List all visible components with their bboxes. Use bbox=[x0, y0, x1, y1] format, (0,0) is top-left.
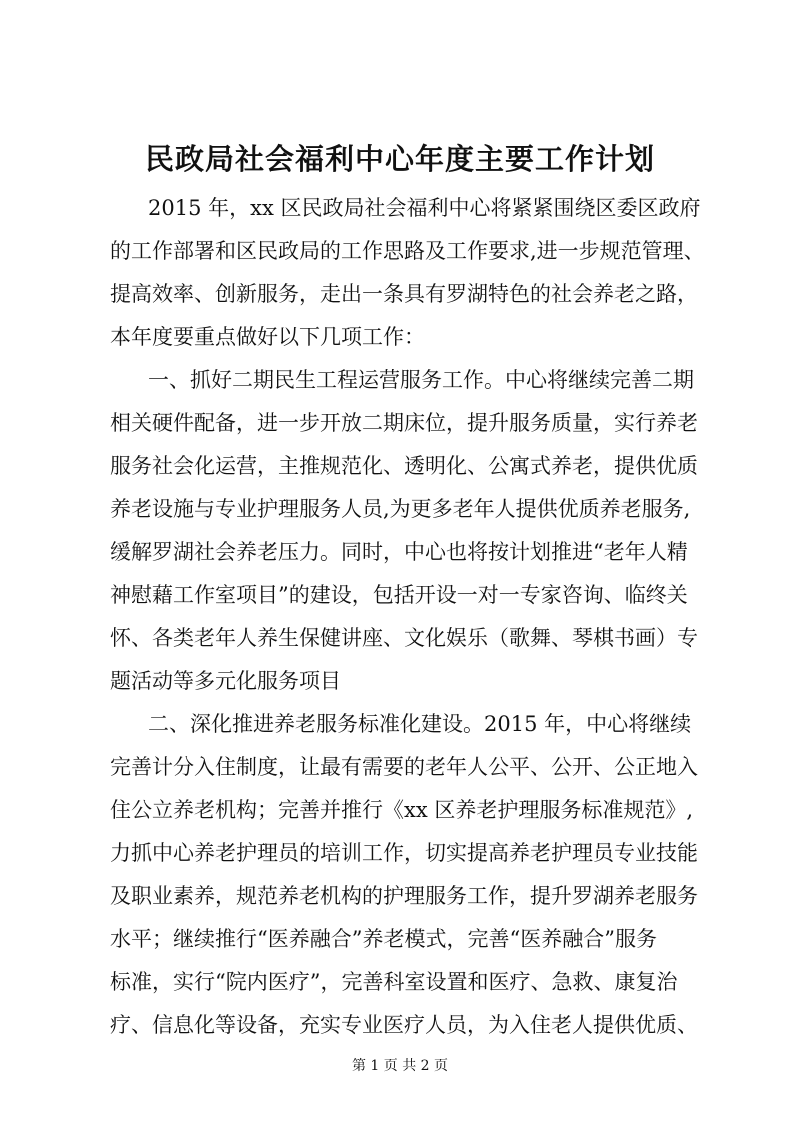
paragraph-line: 提高效率、创新服务，走出一条具有罗湖特色的社会养老之路， bbox=[110, 282, 698, 306]
paragraph-line: 养老设施与专业护理服务人员,为更多老年人提供优质养老服务, bbox=[110, 497, 691, 521]
document-title: 民政局社会福利中心年度主要工作计划 bbox=[144, 142, 655, 176]
paragraph-line: 怀、各类老年人养生保健讲座、文化娱乐（歌舞、琴棋书画）专 bbox=[110, 626, 698, 650]
paragraph-line: 水平；继续推行“医养融合”养老模式，完善“医养融合”服务 bbox=[110, 927, 657, 951]
paragraph-line: 及职业素养，规范养老机构的护理服务工作，提升罗湖养老服务 bbox=[110, 884, 698, 908]
paragraph-line: 住公立养老机构；完善并推行《xx 区养老护理服务标准规范》, bbox=[110, 798, 694, 822]
paragraph-line: 完善计分入住制度，让最有需要的老年人公平、公开、公正地入 bbox=[110, 755, 698, 779]
page-number-footer: 第 1 页 共 2 页 bbox=[351, 1058, 449, 1074]
paragraph-line: 标准，实行“院内医疗”，完善科室设置和医疗、急救、康复治 bbox=[110, 970, 678, 994]
paragraph-line: 二、深化推进养老服务标准化建设。2015 年，中心将继续 bbox=[148, 712, 692, 736]
paragraph-line: 本年度要重点做好以下几项工作： bbox=[110, 325, 425, 349]
paragraph-line: 题活动等多元化服务项目 bbox=[110, 669, 341, 693]
paragraph-line: 的工作部署和区民政局的工作思路及工作要求,进一步规范管理、 bbox=[110, 239, 705, 263]
paragraph-line: 缓解罗湖社会养老压力。同时，中心也将按计划推进“老年人精 bbox=[110, 540, 688, 564]
paragraph-line: 疗、信息化等设备，充实专业医疗人员，为入住老人提供优质、 bbox=[110, 1013, 698, 1037]
paragraph-line: 2015 年，xx 区民政局社会福利中心将紧紧围绕区委区政府 bbox=[148, 196, 701, 220]
paragraph-line: 服务社会化运营，主推规范化、透明化、公寓式养老，提供优质 bbox=[110, 454, 698, 478]
paragraph-line: 力抓中心养老护理员的培训工作，切实提高养老护理员专业技能 bbox=[110, 841, 698, 865]
paragraph-line: 相关硬件配备，进一步开放二期床位，提升服务质量，实行养老 bbox=[110, 411, 698, 435]
paragraph-line: 一、抓好二期民生工程运营服务工作。中心将继续完善二期 bbox=[148, 368, 694, 392]
paragraph-line: 神慰藉工作室项目”的建设，包括开设一对一专家咨询、临终关 bbox=[110, 583, 688, 607]
